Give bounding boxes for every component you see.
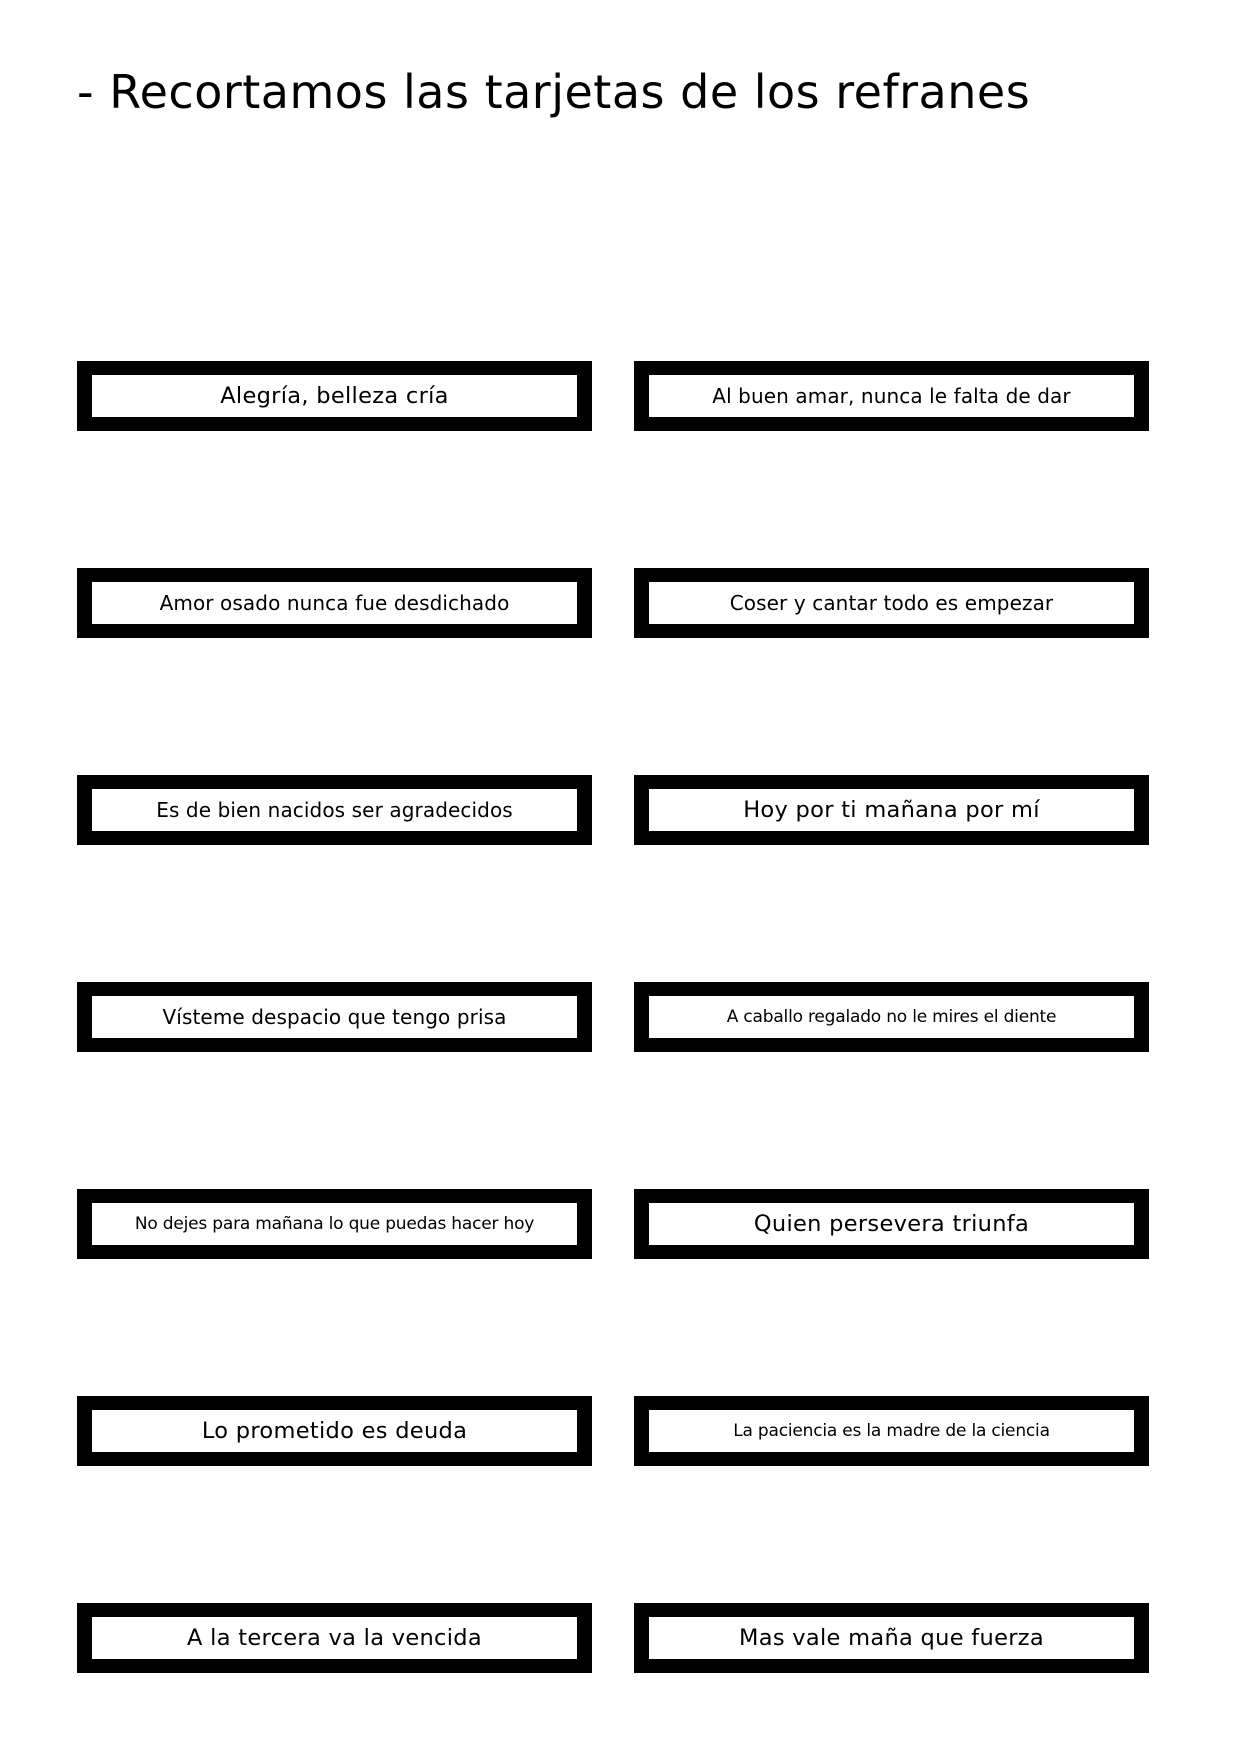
proverb-card: [77, 775, 592, 845]
proverb-text: Quien persevera triunfa: [753, 1210, 1030, 1237]
proverb-text: A caballo regalado no le mires el diente: [726, 1006, 1057, 1027]
proverb-card: [634, 1396, 1149, 1466]
proverb-card: [634, 775, 1149, 845]
proverb-card: [77, 1396, 592, 1466]
proverb-text: Alegría, belleza cría: [220, 382, 449, 409]
proverb-text: Vísteme despacio que tengo prisa: [162, 1005, 507, 1029]
proverb-card: [77, 982, 592, 1052]
proverb-text: Es de bien nacidos ser agradecidos: [156, 798, 513, 822]
proverb-text: A la tercera va la vencida: [187, 1624, 482, 1651]
proverb-card: [77, 1189, 592, 1259]
proverb-card: [634, 568, 1149, 638]
proverb-text: Amor osado nunca fue desdichado: [159, 591, 510, 615]
proverb-text: No dejes para mañana lo que puedas hacer hoy: [134, 1213, 535, 1234]
proverb-text: Lo prometido es deuda: [201, 1417, 468, 1444]
proverb-card: [634, 361, 1149, 431]
proverb-cards-grid: [77, 361, 1149, 1673]
page-title: - Recortamos las tarjetas de los refranes: [77, 65, 1031, 119]
proverb-card: [77, 1603, 592, 1673]
proverb-text: Mas vale maña que fuerza: [739, 1624, 1044, 1651]
proverb-text: Hoy por ti mañana por mí: [743, 796, 1040, 823]
proverb-card: [634, 1603, 1149, 1673]
proverb-text: Coser y cantar todo es empezar: [729, 591, 1054, 615]
proverb-card: [634, 982, 1149, 1052]
proverb-text: Al buen amar, nunca le falta de dar: [712, 384, 1071, 408]
proverb-card: [77, 361, 592, 431]
proverb-text: La paciencia es la madre de la ciencia: [733, 1420, 1050, 1441]
proverb-card: [634, 1189, 1149, 1259]
proverb-card: [77, 568, 592, 638]
